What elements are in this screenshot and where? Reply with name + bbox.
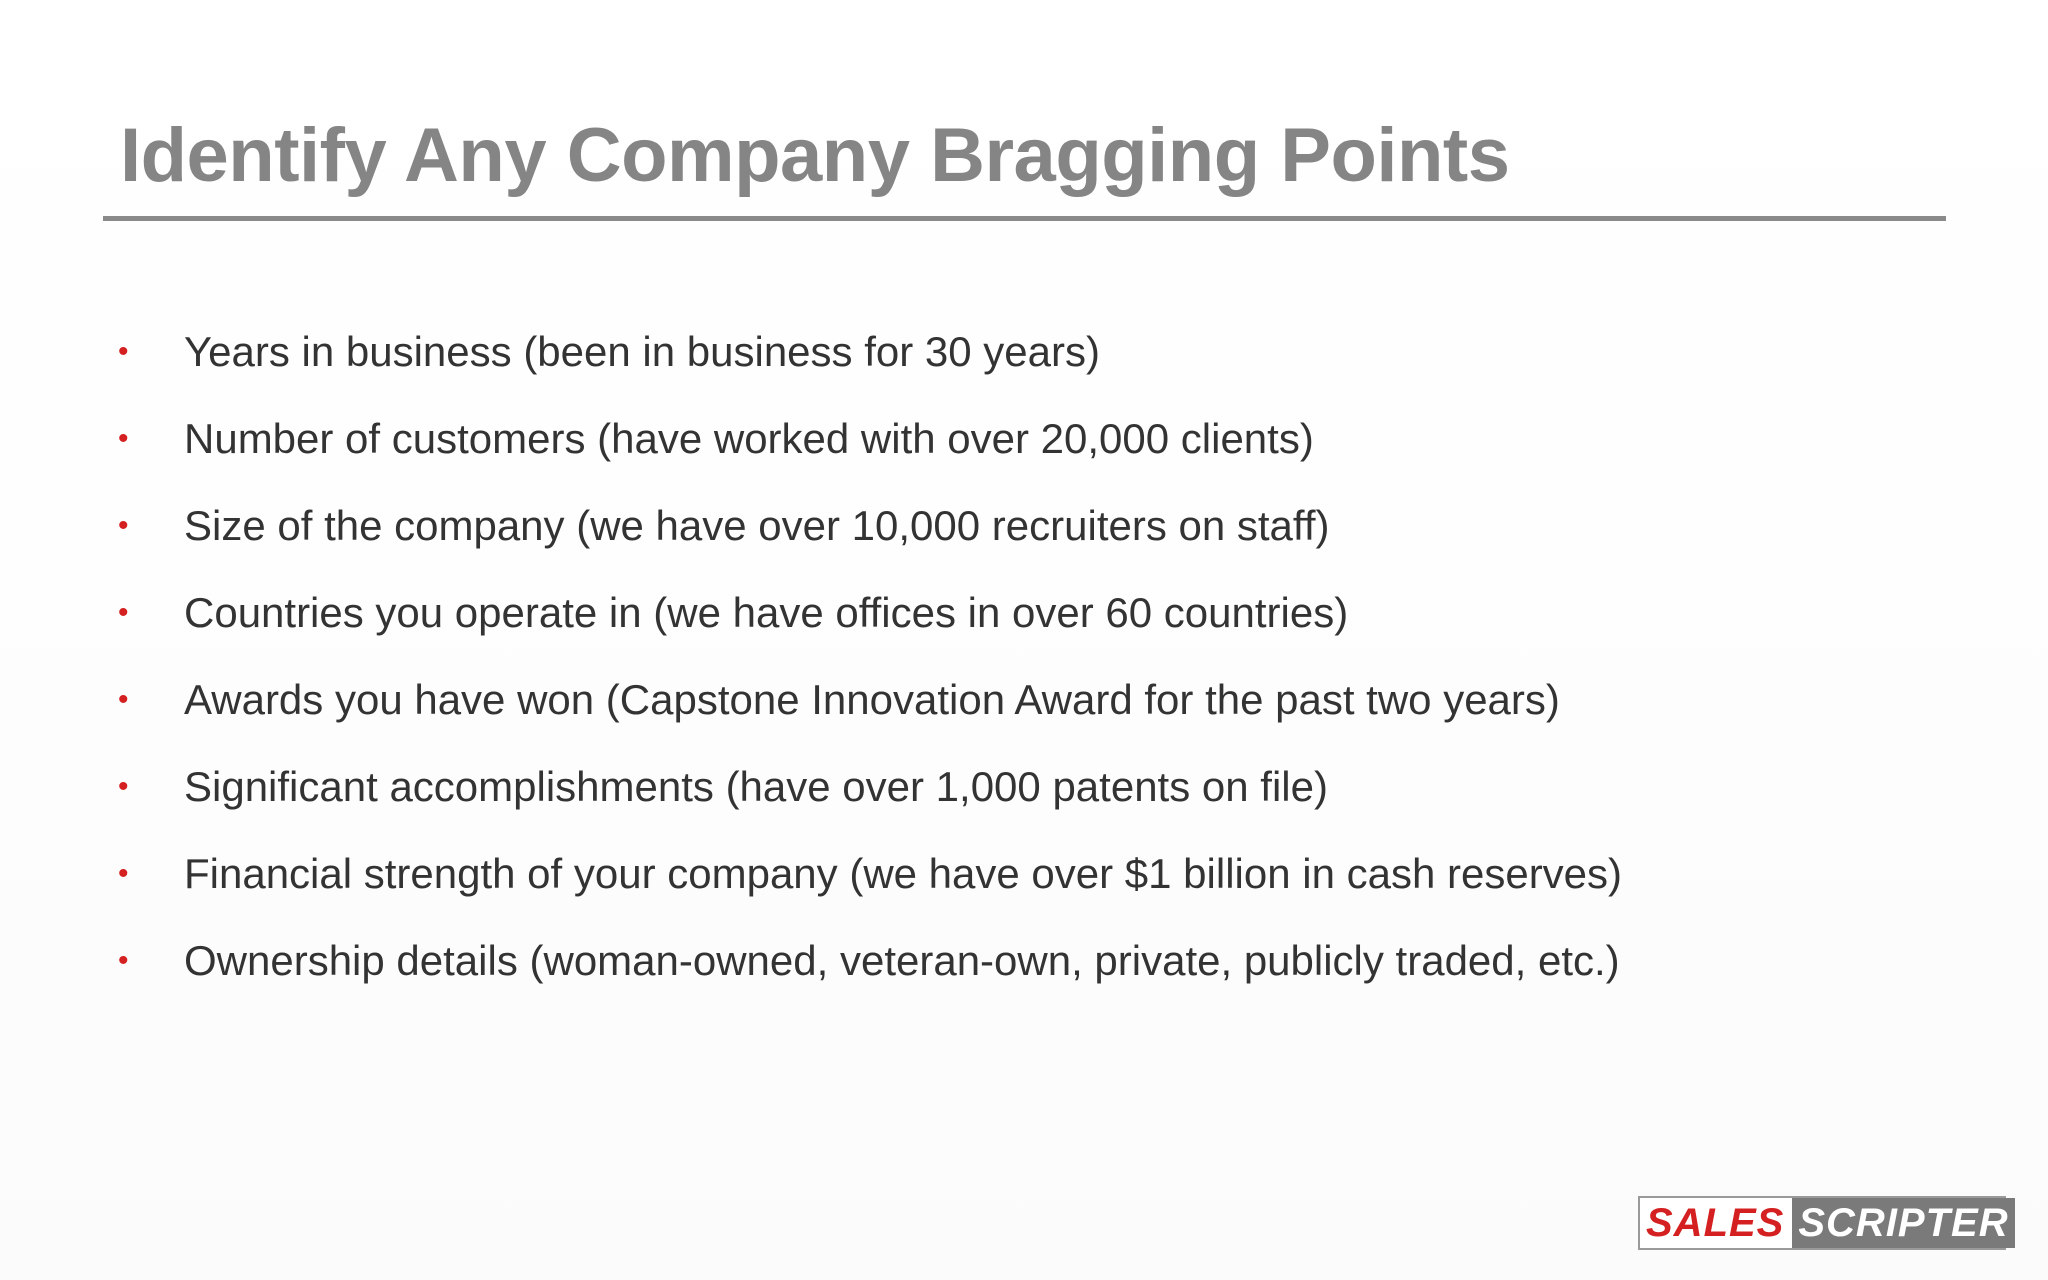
bullet-icon: • xyxy=(118,422,129,455)
bullet-icon: • xyxy=(118,596,129,629)
bullet-icon: • xyxy=(118,770,129,803)
list-item xyxy=(118,407,1622,494)
list-item xyxy=(118,668,1622,755)
bullet-icon: • xyxy=(118,944,129,977)
bullet-text: Awards you have won (Capstone Innovation Award for the past two years) xyxy=(184,676,1560,723)
logo-sales-text: SALES xyxy=(1640,1198,1792,1248)
list-item xyxy=(118,581,1622,668)
list-item xyxy=(118,320,1622,407)
bullet-text: Ownership details (woman-owned, veteran-own, private, publicly traded, etc.) xyxy=(184,937,1620,984)
title-divider xyxy=(103,216,1946,221)
sales-scripter-logo xyxy=(1638,1196,2009,1250)
bullet-text: Countries you operate in (we have offices in over 60 countries) xyxy=(184,589,1349,636)
bullet-icon: • xyxy=(118,857,129,890)
bullet-text: Significant accomplishments (have over 1,000 patents on file) xyxy=(184,763,1328,810)
slide-title: Identify Any Company Bragging Points xyxy=(120,113,1510,198)
bullet-list xyxy=(118,320,1622,1016)
bullet-text: Years in business (been in business for 30 years) xyxy=(184,328,1100,375)
list-item xyxy=(118,842,1622,929)
bullet-icon: • xyxy=(118,335,129,368)
logo-scripter-text: SCRIPTER xyxy=(1792,1198,2014,1248)
bullet-icon: • xyxy=(118,683,129,716)
list-item xyxy=(118,755,1622,842)
bullet-text: Number of customers (have worked with over 20,000 clients) xyxy=(184,415,1314,462)
bullet-icon: • xyxy=(118,509,129,542)
list-item xyxy=(118,494,1622,581)
bullet-text: Financial strength of your company (we have over $1 billion in cash reserves) xyxy=(184,850,1623,897)
bullet-text: Size of the company (we have over 10,000 recruiters on staff) xyxy=(184,502,1330,549)
list-item xyxy=(118,929,1622,1016)
